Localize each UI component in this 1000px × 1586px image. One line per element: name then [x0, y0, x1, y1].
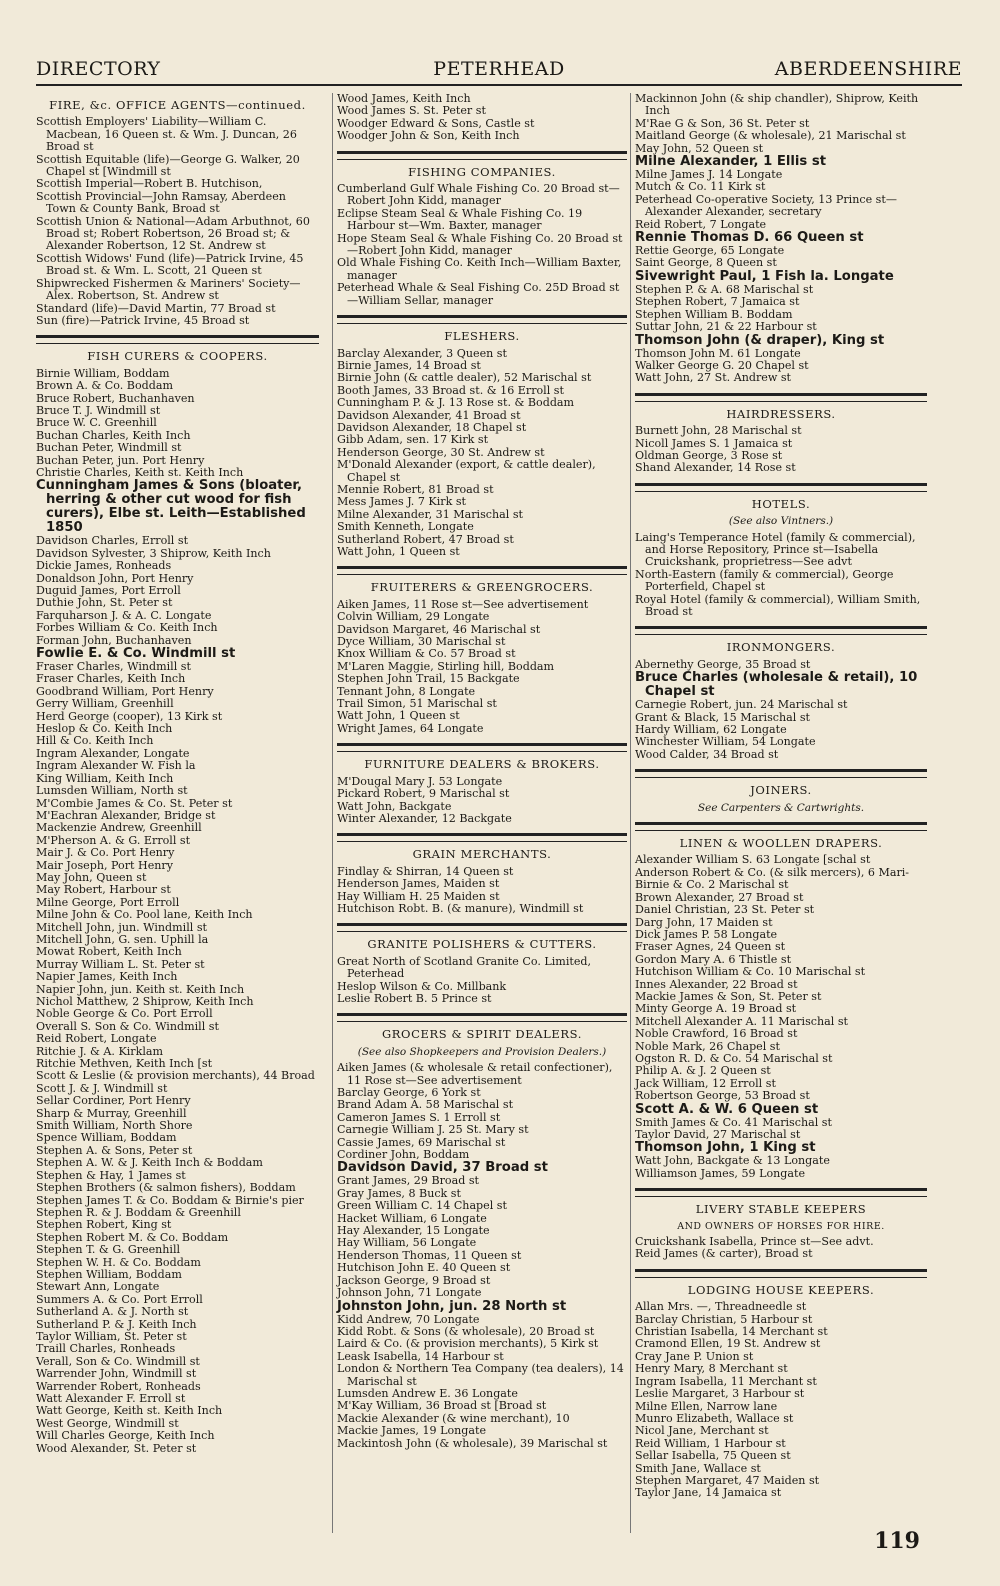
directory-entry: Sutherland P. & J. Keith Inch	[36, 1317, 197, 1331]
directory-entry: Scottish Equitable (life)—George G. Walker, 20 Chapel st [Windmill st	[36, 152, 300, 179]
directory-entry: Brand Adam A. 58 Marischal st	[337, 1098, 514, 1112]
section-divider	[635, 769, 927, 778]
section-divider	[635, 483, 927, 492]
directory-entry: Gray James, 8 Buck st	[337, 1186, 461, 1200]
directory-entry: Davidson Margaret, 46 Marischal st	[337, 622, 541, 636]
section-divider	[337, 315, 627, 324]
section-heading: LODGING HOUSE KEEPERS.	[687, 1282, 875, 1297]
directory-entry: Verall, Son & Co. Windmill st	[36, 1354, 200, 1368]
section-heading: HAIRDRESSERS.	[726, 406, 836, 421]
directory-entry: Mitchell John, jun. Windmill st	[36, 920, 208, 934]
directory-entry: Booth James, 33 Broad st. & 16 Erroll st	[337, 383, 564, 397]
directory-entry: Findlay & Shirran, 14 Queen st	[337, 864, 514, 878]
directory-entry: Sutherland A. & J. North st	[36, 1305, 189, 1319]
directory-entry: Cameron James S. 1 Erroll st	[337, 1110, 501, 1124]
section-divider	[337, 151, 627, 160]
directory-entry: Peterhead Co-operative Society, 13 Prince st—Alexander Alexander, secretary	[635, 192, 897, 219]
section-subheading: AND OWNERS OF HORSES FOR HIRE.	[677, 1220, 885, 1232]
directory-entry: Watt George, Keith st. Keith Inch	[36, 1404, 223, 1418]
directory-entry: Christian Isabella, 14 Merchant st	[635, 1325, 828, 1339]
directory-entry: Mitchell John, G. sen. Uphill la	[36, 932, 209, 946]
directory-entry-bold: Fowlie E. & Co. Windmill st	[36, 646, 236, 662]
directory-entry: M'Combie James & Co. St. Peter st	[36, 796, 233, 810]
section-divider	[635, 393, 927, 402]
directory-entry: Reid William, 1 Harbour st	[635, 1436, 786, 1450]
directory-entry: Anderson Robert & Co. (& silk mercers), 6 Mari-	[635, 865, 910, 879]
section-heading: FISHING COMPANIES.	[408, 164, 556, 179]
section-divider	[337, 923, 627, 932]
directory-entry: Cordiner John, Boddam	[337, 1148, 470, 1162]
column-left	[36, 93, 319, 1455]
directory-entry: Scottish Provincial—John Ramsay, Aberdeen Town & County Bank, Broad st	[36, 189, 286, 216]
directory-entry: Henderson Thomas, 11 Queen st	[337, 1248, 522, 1262]
directory-entry: Mackintosh John (& wholesale), 39 Marischal st	[337, 1436, 608, 1450]
directory-entry: Milne John & Co. Pool lane, Keith Inch	[36, 908, 253, 922]
directory-entry: Minty George A. 19 Broad st	[635, 1002, 797, 1016]
directory-entry: Jackson George, 9 Broad st	[337, 1273, 491, 1287]
directory-entry: Williamson James, 59 Longate	[635, 1166, 806, 1180]
directory-entry: Mair J. & Co. Port Henry	[36, 846, 175, 860]
directory-entry: Walker George G. 20 Chapel st	[635, 358, 809, 372]
header-left: DIRECTORY	[36, 58, 161, 80]
directory-entry: Mair Joseph, Port Henry	[36, 858, 173, 872]
directory-entry: Bruce W. C. Greenhill	[36, 416, 157, 430]
directory-entry: Saint George, 8 Queen st	[635, 256, 777, 270]
directory-entry: Tennant John, 8 Longate	[337, 684, 476, 698]
section-heading: IRONMONGERS.	[726, 640, 836, 655]
directory-entry: Wood Calder, 34 Broad st	[635, 747, 779, 761]
directory-entry: Alexander William S. 63 Longate [schal st	[635, 853, 871, 867]
directory-entry: Stephen Robert, King st	[36, 1218, 172, 1232]
section-divider	[635, 1188, 927, 1197]
directory-entry: Aiken James (& wholesale & retail confectioner), 11 Rose st—See advertisement	[337, 1061, 613, 1087]
directory-entry: Woodger John & Son, Keith Inch	[337, 129, 520, 143]
directory-entry: Hutchison William & Co. 10 Marischal st	[635, 965, 866, 979]
directory-entry: Mackenzie Andrew, Greenhill	[36, 821, 202, 835]
directory-entry: Sellar Cordiner, Port Henry	[36, 1094, 191, 1108]
directory-entry: Watt John, 1 Queen st	[337, 709, 460, 723]
directory-entry: Cramond Ellen, 19 St. Andrew st	[635, 1337, 821, 1351]
directory-entry: M'Donald Alexander (export, & cattle dealer), Chapel st	[337, 458, 596, 484]
directory-entry: Milne Ellen, Narrow lane	[635, 1399, 778, 1413]
directory-entry: Stephen Robert M. & Co. Boddam	[36, 1230, 229, 1244]
section-divider	[36, 335, 319, 344]
directory-entry: Sun (fire)—Patrick Irvine, 45 Broad st	[36, 313, 250, 327]
directory-entry: Sutherland Robert, 47 Broad st	[337, 532, 514, 546]
directory-entry: Watt John, 1 Queen st	[337, 545, 460, 558]
directory-entry: Stephen Brothers (& salmon fishers), Boddam	[36, 1181, 296, 1195]
directory-entry: Will Charles George, Keith Inch	[36, 1429, 215, 1443]
directory-entry: Ogston R. D. & Co. 54 Marischal st	[635, 1051, 833, 1065]
directory-entry: Taylor David, 27 Marischal st	[635, 1128, 801, 1141]
directory-entry: Philip A. & J. 2 Queen st	[635, 1064, 771, 1078]
directory-entry: M'Rae G & Son, 36 St. Peter st	[635, 116, 810, 130]
directory-entry: Watt John, Backgate & 13 Longate	[635, 1154, 830, 1168]
directory-entry: Smith Jane, Wallace st	[635, 1461, 761, 1475]
directory-entry: Overall S. Son & Co. Windmill st	[36, 1019, 219, 1033]
directory-entry: Kidd Robt. & Sons (& wholesale), 20 Broad st	[337, 1324, 595, 1338]
directory-entry: Brown Alexander, 27 Broad st	[635, 890, 804, 904]
directory-entry: Milne George, Port Erroll	[36, 895, 180, 909]
directory-entry: Stephen P. & A. 68 Marischal st	[635, 282, 814, 296]
directory-entry: Traill Charles, Ronheads	[36, 1342, 176, 1356]
section-heading: JOINERS.	[750, 783, 812, 798]
section-note: (See also Vintners.)	[728, 515, 834, 528]
section-heading: LIVERY STABLE KEEPERS	[695, 1202, 867, 1217]
directory-entry: Stephen John Trail, 15 Backgate	[337, 672, 520, 686]
directory-entry: May John, 52 Queen st	[635, 141, 764, 155]
directory-entry: Lumsden William, North st	[36, 784, 188, 798]
directory-entry: Stephen T. & G. Greenhill	[36, 1243, 181, 1257]
directory-entry: Napier John, jun. Keith st. Keith Inch	[36, 982, 245, 996]
directory-entry: Wood James, Keith Inch	[337, 92, 471, 105]
directory-entry: Munro Elizabeth, Wallace st	[635, 1411, 794, 1425]
directory-entry: Knox William & Co. 57 Broad st	[337, 647, 516, 661]
directory-entry: Leask Isabella, 14 Harbour st	[337, 1349, 504, 1363]
directory-entry: Pickard Robert, 9 Marischal st	[337, 787, 510, 801]
directory-entry: Darg John, 17 Maiden st	[635, 915, 773, 929]
directory-entry: Scott & Leslie (& provision merchants), 44 Broad	[36, 1069, 315, 1083]
directory-entry: Kidd Andrew, 70 Longate	[337, 1312, 480, 1326]
directory-entry-bold: Milne Alexander, 1 Ellis st	[635, 154, 827, 170]
directory-entry: Milne James J. 14 Longate	[635, 168, 783, 182]
section-divider	[635, 1269, 927, 1278]
directory-entry: Donaldson John, Port Henry	[36, 571, 194, 585]
directory-entry: Stephen William B. Boddam	[635, 307, 793, 321]
directory-entry: Buchan Charles, Keith Inch	[36, 428, 191, 442]
directory-entry: Oldman George, 3 Rose st	[635, 448, 783, 462]
directory-entry: Reid Robert, 7 Longate	[635, 217, 767, 231]
directory-entry: Sharp & Murray, Greenhill	[36, 1106, 187, 1120]
directory-entry: Ingram Isabella, 11 Merchant st	[635, 1374, 817, 1388]
directory-entry: Ritchie J. & A. Kirklam	[36, 1044, 164, 1058]
directory-entry: Colvin William, 29 Longate	[337, 610, 490, 624]
section-divider	[337, 833, 627, 842]
directory-entry: M'Eachran Alexander, Bridge st	[36, 808, 216, 822]
directory-entry: Hope Steam Seal & Whale Fishing Co. 20 Broad st—Robert John Kidd, manager	[337, 231, 623, 258]
directory-entry: Innes Alexander, 22 Broad st	[635, 977, 798, 991]
directory-entry: Fraser Charles, Windmill st	[36, 660, 191, 674]
directory-entry: Davidson Charles, Erroll st	[36, 534, 189, 548]
directory-entry: Cassie James, 69 Marischal st	[337, 1135, 506, 1149]
directory-entry: Shipwrecked Fishermen & Mariners' Society—Alex. Robertson, St. Andrew st	[36, 276, 301, 303]
directory-entry: Fraser Charles, Keith Inch	[36, 672, 186, 686]
directory-entry: Mackie James & Son, St. Peter st	[635, 989, 822, 1003]
directory-entry: Stephen R. & J. Boddam & Greenhill	[36, 1205, 241, 1219]
directory-entry: Scottish Employers' Liability—William C. Macbean, 16 Queen st. & Wm. J. Duncan, 26 Broad st	[36, 115, 297, 154]
directory-entry: Trail Simon, 51 Marischal st	[337, 697, 497, 711]
directory-entry: Suttar John, 21 & 22 Harbour st	[635, 320, 817, 334]
section-heading: FIRE, &c. OFFICE AGENTS—continued.	[49, 98, 306, 112]
directory-entry: Johnson John, 71 Longate	[337, 1286, 482, 1300]
directory-entry: Watt Alexander F. Erroll st	[36, 1392, 186, 1405]
directory-entry: Carnegie Robert, jun. 24 Marischal st	[635, 698, 848, 712]
header-center: PETERHEAD	[433, 58, 565, 80]
directory-entry: Bruce T. J. Windmill st	[36, 403, 161, 417]
directory-entry: Leslie Robert B. 5 Prince st	[337, 991, 492, 1005]
directory-entry: Gerry William, Greenhill	[36, 697, 174, 711]
column-right	[630, 93, 927, 1533]
directory-entry: Hay William H. 25 Maiden st	[337, 889, 500, 903]
section-divider	[337, 1013, 627, 1022]
page-header	[36, 58, 962, 86]
directory-entry: Gibb Adam, sen. 17 Kirk st	[337, 433, 489, 447]
directory-entry-bold: Johnston John, jun. 28 North st	[337, 1298, 567, 1314]
directory-entry: Nicoll James S. 1 Jamaica st	[635, 436, 793, 450]
directory-entry: Birnie John (& cattle dealer), 52 Marischal st	[337, 371, 592, 385]
directory-entry: King William, Keith Inch	[36, 771, 174, 785]
directory-entry: Barclay George, 6 York st	[337, 1086, 481, 1099]
directory-entry: Milne Alexander, 31 Marischal st	[337, 507, 523, 521]
directory-entry: Buchan Peter, Windmill st	[36, 441, 182, 455]
directory-entry: May Robert, Harbour st	[36, 883, 171, 897]
directory-entry: Warrender John, Windmill st	[36, 1367, 197, 1381]
directory-entry: Shand Alexander, 14 Rose st	[635, 461, 796, 475]
directory-entry: West George, Windmill st	[36, 1416, 179, 1430]
directory-entry: Sellar Isabella, 75 Queen st	[635, 1449, 791, 1463]
directory-entry: Warrender Robert, Ronheads	[36, 1379, 201, 1393]
directory-entry: Noble Crawford, 16 Broad st	[635, 1027, 798, 1041]
directory-entry-bold: Davidson David, 37 Broad st	[337, 1160, 548, 1176]
section-divider	[635, 626, 927, 635]
directory-entry: Winter Alexander, 12 Backgate	[337, 811, 512, 825]
section-note: (See also Shopkeepers and Provision Dealers.)	[357, 1045, 607, 1058]
directory-entry: Hay Alexander, 15 Longate	[337, 1224, 490, 1238]
directory-entry: Mackinnon John (& ship chandler), Shiprow, Keith Inch	[635, 92, 919, 118]
directory-entry: M'Pherson A. & G. Erroll st	[36, 833, 191, 847]
directory-entry: Hacket William, 6 Longate	[337, 1211, 487, 1225]
directory-entry: Birnie William, Boddam	[36, 366, 170, 380]
directory-entry-bold: Thomson John (& draper), King st	[635, 332, 885, 348]
directory-entry: Stephen A. W. & J. Keith Inch & Boddam	[36, 1156, 263, 1170]
directory-entry: Leslie Margaret, 3 Harbour st	[635, 1387, 805, 1401]
directory-entry: Aiken James, 11 Rose st—See advertisement	[337, 597, 589, 611]
directory-entry-bold: Cunningham James & Sons (bloater, herring & other cut wood for fish curers), Elbe st. Leith—Established 1850	[36, 478, 306, 536]
header-right: ABERDEENSHIRE	[774, 58, 962, 80]
section-divider	[337, 743, 627, 752]
directory-entry: Stephen James T. & Co. Boddam & Birnie's pier	[36, 1193, 304, 1207]
directory-entry: Wood Alexander, St. Peter st	[36, 1441, 197, 1455]
directory-entry: Watt John, 27 St. Andrew st	[635, 371, 792, 385]
directory-entry: Hutchison John E. 40 Queen st	[337, 1261, 511, 1275]
directory-entry: Nichol Matthew, 2 Shiprow, Keith Inch	[36, 995, 254, 1008]
section-heading: FURNITURE DEALERS & BROKERS.	[364, 757, 600, 772]
directory-entry: Mitchell Alexander A. 11 Marischal st	[635, 1014, 848, 1028]
directory-entry: Scottish Imperial—Robert B. Hutchison,	[36, 177, 263, 191]
directory-entry: Taylor William, St. Peter st	[36, 1329, 187, 1343]
directory-entry: Winchester William, 54 Longate	[635, 735, 816, 749]
directory-entry: Dyce William, 30 Marischal st	[337, 635, 506, 649]
section-heading: GRAIN MERCHANTS.	[412, 847, 552, 862]
directory-entry: Grant & Black, 15 Marischal st	[635, 710, 810, 724]
directory-entry: Ingram Alexander, Longate	[36, 746, 190, 760]
column-middle	[332, 93, 627, 1533]
section-heading: FLESHERS.	[444, 329, 520, 344]
directory-entry: North-Eastern (family & commercial), George Porterfield, Chapel st	[635, 567, 894, 594]
directory-entry: Laing's Temperance Hotel (family & commercial), and Horse Repository, Prince st—Isabella Cruickshank, proprietress—See advt	[635, 530, 916, 569]
directory-entry: Christie Charles, Keith st. Keith Inch	[36, 465, 244, 479]
directory-entry: Watt John, Backgate	[337, 799, 452, 813]
directory-entry: Davidson Alexander, 18 Chapel st	[337, 420, 527, 434]
directory-entry: Robertson George, 53 Broad st	[635, 1089, 810, 1103]
directory-entry-bold: Sivewright Paul, 1 Fish la. Longate	[635, 268, 894, 284]
directory-entry: Noble Mark, 26 Chapel st	[635, 1039, 780, 1053]
directory-entry: Laird & Co. (& provision merchants), 5 Kirk st	[337, 1337, 599, 1351]
section-heading: LINEN & WOOLLEN DRAPERS.	[679, 836, 883, 851]
directory-entry: Royal Hotel (family & commercial), William Smith, Broad st	[635, 592, 921, 618]
directory-entry: Forman John, Buchanhaven	[36, 633, 192, 647]
directory-entry: Daniel Christian, 23 St. Peter st	[635, 903, 815, 917]
directory-entry: Davidson Sylvester, 3 Shiprow, Keith Inch	[36, 546, 271, 560]
directory-entry: Stephen William, Boddam	[36, 1267, 182, 1281]
directory-entry: Nicol Jane, Merchant st	[635, 1424, 769, 1438]
directory-entry: Birnie & Co. 2 Marischal st	[635, 878, 789, 892]
directory-entry: Dick James P. 58 Longate	[635, 927, 778, 941]
directory-entry: May John, Queen st	[36, 870, 147, 884]
directory-entry: Burnett John, 28 Marischal st	[635, 424, 802, 438]
directory-entry: Great North of Scotland Granite Co. Limited, Peterhead	[337, 954, 592, 981]
section-divider	[635, 822, 927, 831]
directory-entry: Allan Mrs. —, Threadneedle st	[635, 1300, 807, 1314]
directory-entry: Wright James, 64 Longate	[337, 721, 484, 735]
directory-entry: Goodbrand William, Port Henry	[36, 684, 214, 698]
directory-entry: Mennie Robert, 81 Broad st	[337, 482, 494, 496]
directory-entry: Heslop & Co. Keith Inch	[36, 722, 173, 736]
directory-entry: Mowat Robert, Keith Inch	[36, 945, 182, 959]
directory-entry: Peterhead Whale & Seal Fishing Co. 25D Broad st—William Sellar, manager	[337, 281, 620, 307]
directory-entry-bold: Bruce Charles (wholesale & retail), 10 Chapel st	[635, 670, 918, 700]
directory-entry: Brown A. & Co. Boddam	[36, 379, 173, 393]
directory-entry: M'Laren Maggie, Stirling hill, Boddam	[337, 659, 555, 673]
directory-entry: Scottish Union & National—Adam Arbuthnot, 60 Broad st; Robert Robertson, 26 Broad st; & Alexander Robertson, 12 St. Andrew st	[36, 214, 310, 253]
directory-entry: M'Kay William, 36 Broad st [Broad st	[337, 1399, 547, 1413]
directory-entry: Thomson John M. 61 Longate	[635, 346, 801, 360]
directory-entry: Stephen & Hay, 1 James st	[36, 1168, 186, 1182]
directory-entry: Hutchison Robt. B. (& manure), Windmill st	[337, 901, 584, 915]
directory-entry: Woodger Edward & Sons, Castle st	[337, 116, 535, 130]
directory-entry: Forbes William & Co. Keith Inch	[36, 621, 218, 635]
directory-entry: London & Northern Tea Company (tea dealers), 14 Marischal st	[337, 1362, 624, 1388]
directory-entry: Henry Mary, 8 Merchant st	[635, 1362, 788, 1376]
directory-entry: Barclay Christian, 5 Harbour st	[635, 1312, 813, 1326]
directory-entry: Henderson James, Maiden st	[337, 877, 500, 891]
directory-entry: Spence William, Boddam	[36, 1131, 177, 1145]
directory-entry: Ingram Alexander W. Fish la	[36, 759, 196, 773]
directory-entry: Stephen Robert, 7 Jamaica st	[635, 295, 800, 309]
directory-entry: Grant James, 29 Broad st	[337, 1174, 479, 1188]
directory-entry: Bruce Robert, Buchanhaven	[36, 391, 195, 405]
directory-entry: Summers A. & Co. Port Erroll	[36, 1292, 203, 1306]
directory-entry: Hill & Co. Keith Inch	[36, 734, 154, 748]
section-heading: HOTELS.	[751, 496, 811, 511]
directory-entry: Barclay Alexander, 3 Queen st	[337, 346, 507, 360]
section-heading: FRUITERERS & GREENGROCERS.	[370, 580, 594, 595]
directory-entry: Noble George & Co. Port Erroll	[36, 1007, 213, 1021]
directory-entry: M'Dougal Mary J. 53 Longate	[337, 774, 503, 788]
directory-entry: Herd George (cooper), 13 Kirk st	[36, 709, 223, 723]
directory-entry-bold: Rennie Thomas D. 66 Queen st	[635, 230, 864, 246]
directory-entry: Mackie James, 19 Longate	[337, 1424, 487, 1438]
directory-entry: Hardy William, 62 Longate	[635, 723, 787, 737]
directory-entry: Smith William, North Shore	[36, 1119, 193, 1133]
directory-entry: Henderson George, 30 St. Andrew st	[337, 445, 545, 459]
directory-entry: Mess James J. 7 Kirk st	[337, 495, 466, 509]
directory-entry: Mackie Alexander (& wine merchant), 10	[337, 1411, 570, 1425]
directory-entry: Ritchie Methven, Keith Inch [st	[36, 1057, 213, 1071]
page-number: 119	[874, 1528, 920, 1554]
directory-entry: Cruickshank Isabella, Prince st—See advt.	[635, 1235, 874, 1249]
directory-entry: Duguid James, Port Erroll	[36, 584, 181, 597]
directory-entry: Napier James, Keith Inch	[36, 970, 178, 984]
directory-entry: Fraser Agnes, 24 Queen st	[635, 940, 786, 954]
section-divider	[337, 566, 627, 575]
directory-entry: Abernethy George, 35 Broad st	[635, 657, 811, 671]
directory-entry: Reid James (& carter), Broad st	[635, 1247, 813, 1261]
directory-entry: Standard (life)—David Martin, 77 Broad st	[36, 301, 276, 315]
directory-entry: Cunningham P. & J. 13 Rose st. & Boddam	[337, 396, 575, 410]
directory-entry-bold: Scott A. & W. 6 Queen st	[635, 1101, 819, 1117]
directory-entry: Scott J. & J. Windmill st	[36, 1081, 168, 1095]
section-heading: GRANITE POLISHERS & CUTTERS.	[367, 937, 597, 952]
section-heading: FISH CURERS & COOPERS.	[87, 349, 268, 364]
directory-entry: Duthie John, St. Peter st	[36, 596, 173, 610]
directory-entry: Reid Robert, Longate	[36, 1032, 157, 1046]
directory-entry: Cray Jane P. Union st	[635, 1349, 754, 1363]
directory-entry: Scottish Widows' Fund (life)—Patrick Irvine, 45 Broad st. & Wm. L. Scott, 21 Queen st	[36, 251, 304, 278]
directory-entry: Heslop Wilson & Co. Millbank	[337, 979, 507, 993]
section-heading: GROCERS & SPIRIT DEALERS.	[382, 1027, 582, 1042]
directory-entry: Cumberland Gulf Whale Fishing Co. 20 Broad st—Robert John Kidd, manager	[337, 182, 620, 208]
directory-entry: Lumsden Andrew E. 36 Longate	[337, 1386, 518, 1400]
directory-entry: Old Whale Fishing Co. Keith Inch—William Baxter, manager	[337, 256, 622, 282]
directory-entry: Mutch & Co. 11 Kirk st	[635, 180, 766, 194]
directory-entry: Gordon Mary A. 6 Thistle st	[635, 952, 792, 966]
directory-entry: Davidson Alexander, 41 Broad st	[337, 408, 521, 422]
section-note: See Carpenters & Cartwrights.	[697, 801, 865, 814]
directory-entry: Rettie George, 65 Longate	[635, 244, 785, 258]
directory-entry: Carnegie William J. 25 St. Mary st	[337, 1123, 529, 1137]
directory-entry: Eclipse Steam Seal & Whale Fishing Co. 19 Harbour st—Wm. Baxter, manager	[337, 206, 583, 233]
directory-entry: Smith James & Co. 41 Marischal st	[635, 1115, 832, 1129]
directory-entry: Dickie James, Ronheads	[36, 559, 172, 573]
directory-entry-bold: Thomson John, 1 King st	[635, 1140, 816, 1156]
directory-entry: Smith Kenneth, Longate	[337, 520, 474, 534]
directory-entry: Buchan Peter, jun. Port Henry	[36, 453, 205, 467]
directory-entry: Green William C. 14 Chapel st	[337, 1199, 507, 1213]
directory-entry: Stewart Ann, Longate	[36, 1280, 160, 1294]
directory-entry: Taylor Jane, 14 Jamaica st	[635, 1486, 782, 1500]
directory-entry: Birnie James, 14 Broad st	[337, 358, 481, 372]
directory-entry: Wood James S. St. Peter st	[337, 104, 486, 118]
directory-entry: Farquharson J. & A. C. Longate	[36, 608, 212, 622]
directory-entry: Murray William L. St. Peter st	[36, 957, 205, 971]
directory-entry: Stephen A. & Sons, Peter st	[36, 1143, 193, 1157]
directory-entry: Maitland George (& wholesale), 21 Marischal st	[635, 129, 906, 143]
directory-entry: Stephen W. H. & Co. Boddam	[36, 1255, 201, 1269]
directory-entry: Hay William, 56 Longate	[337, 1236, 477, 1250]
directory-entry: Jack William, 12 Erroll st	[635, 1076, 776, 1090]
directory-entry: Stephen Margaret, 47 Maiden st	[635, 1473, 820, 1487]
